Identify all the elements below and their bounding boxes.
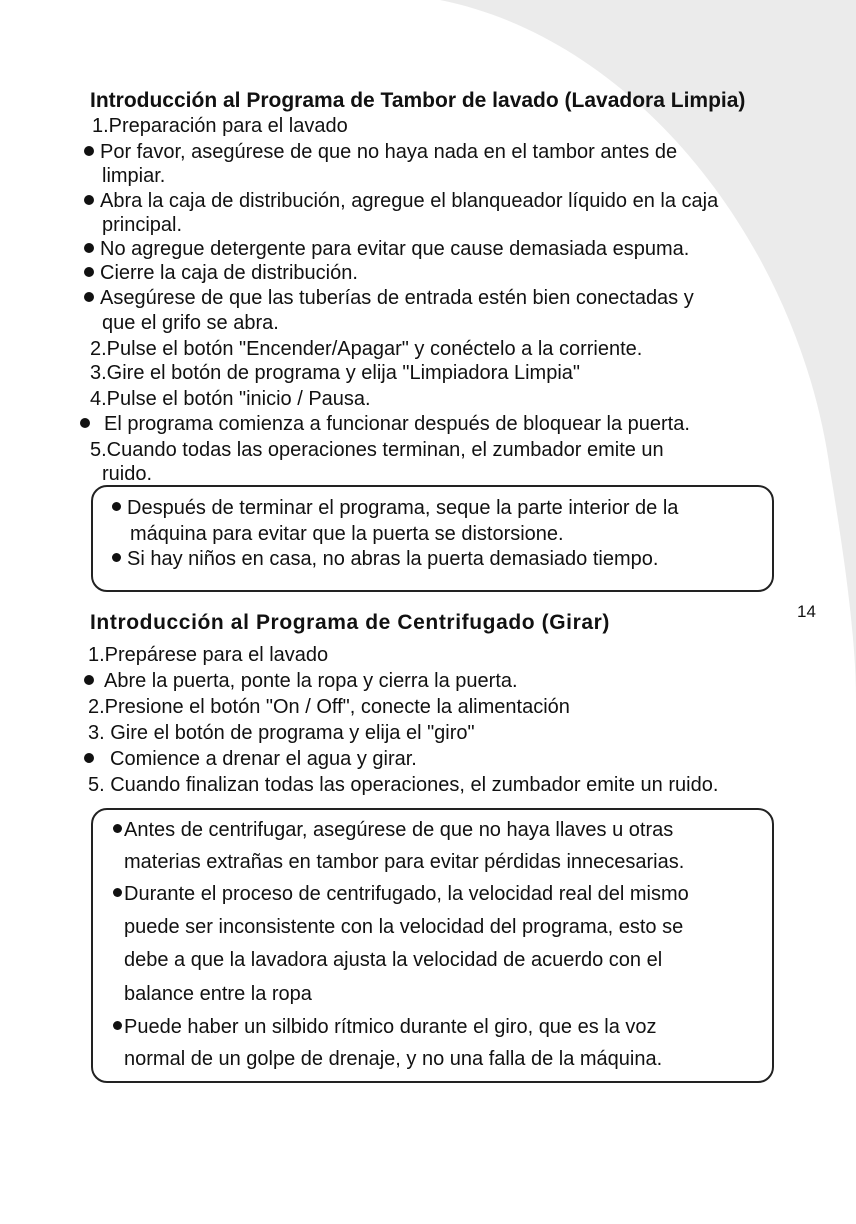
bullet-icon <box>84 195 94 205</box>
note2-item-2-cont3: balance entre la ropa <box>124 983 312 1005</box>
bullet-icon <box>84 267 94 277</box>
bullet-icon <box>113 1021 122 1030</box>
bullet-text: Abra la caja de distribución, agregue el blanqueador líquido en la caja <box>100 190 719 212</box>
note2-item-1-cont: materias extrañas en tambor para evitar pérdidas innecesarias. <box>124 851 685 873</box>
bullet-text: Comience a drenar el agua y girar. <box>110 748 417 770</box>
section1-step3: 3.Gire el botón de programa y elija "Limpiadora Limpia" <box>90 362 581 384</box>
note2-item-2-cont2: debe a que la lavadora ajusta la velocidad de acuerdo con el <box>124 949 663 971</box>
bullet-icon <box>84 675 94 685</box>
bullet-icon <box>84 146 94 156</box>
section1-step2: 2.Pulse el botón "Encender/Apagar" y conéctelo a la corriente. <box>90 338 643 360</box>
note-text: Durante el proceso de centrifugado, la velocidad real del mismo <box>124 883 689 905</box>
bullet-icon <box>80 418 90 428</box>
section2-step5: 5. Cuando finalizan todas las operaciones, el zumbador emite un ruido. <box>88 774 719 796</box>
bullet-icon <box>112 502 121 511</box>
bullet-text: Asegúrese de que las tuberías de entrada estén bien conectadas y <box>100 287 694 309</box>
note-text: Después de terminar el programa, seque la parte interior de la <box>127 497 679 519</box>
note1-item-2 <box>112 546 658 572</box>
section1-bullet-3 <box>84 236 689 262</box>
note-text: Puede haber un silbido rítmico durante el giro, que es la voz <box>124 1016 657 1038</box>
bullet-icon <box>113 824 122 833</box>
note2-item-2 <box>113 880 689 908</box>
note2-item-1 <box>113 816 673 844</box>
section1-bullet-2-cont: principal. <box>102 214 183 236</box>
bullet-icon <box>112 553 121 562</box>
section2-title: Introducción al Programa de Centrifugado (Girar) <box>90 611 611 634</box>
section1-bullet-4 <box>84 260 358 286</box>
bullet-text: Cierre la caja de distribución. <box>100 262 358 284</box>
note2-item-2-cont1: puede ser inconsistente con la velocidad del programa, esto se <box>124 916 684 938</box>
note-text: Si hay niños en casa, no abras la puerta demasiado tiempo. <box>127 548 659 570</box>
section1-bullet-5-cont: que el grifo se abra. <box>102 312 279 334</box>
section1-bullet-1-cont: limpiar. <box>102 165 166 187</box>
bullet-icon <box>84 243 94 253</box>
bullet-icon <box>84 292 94 302</box>
section2-bullet-1 <box>84 668 518 694</box>
note2-item-3-cont: normal de un golpe de drenaje, y no una falla de la máquina. <box>124 1048 663 1070</box>
bullet-text: Abre la puerta, ponte la ropa y cierra la puerta. <box>104 670 518 692</box>
bullet-icon <box>113 888 122 897</box>
section1-bullet-6 <box>80 411 690 437</box>
note-text: Antes de centrifugar, asegúrese de que no haya llaves u otras <box>124 819 674 841</box>
bullet-text: Por favor, asegúrese de que no haya nada en el tambor antes de <box>100 141 678 163</box>
section1-step5: 5.Cuando todas las operaciones terminan, el zumbador emite un <box>90 439 664 461</box>
note1-item-1-cont: máquina para evitar que la puerta se distorsione. <box>130 523 564 545</box>
section1-step5-cont: ruido. <box>102 463 153 485</box>
section1-bullet-5 <box>84 285 694 311</box>
note1-item-1 <box>112 495 678 521</box>
section1-bullet-2 <box>84 188 718 214</box>
section1-step1: 1.Preparación para el lavado <box>92 115 348 137</box>
bullet-text: No agregue detergente para evitar que cause demasiada espuma. <box>100 238 690 260</box>
note2-item-3 <box>113 1013 657 1041</box>
section1-title: Introducción al Programa de Tambor de lavado (Lavadora Limpia) <box>90 89 746 112</box>
bullet-text: El programa comienza a funcionar después de bloquear la puerta. <box>104 413 690 435</box>
section2-step3: 3. Gire el botón de programa y elija el "giro" <box>88 722 475 744</box>
section2-step2: 2.Presione el botón "On / Off", conecte la alimentación <box>88 696 570 718</box>
section1-step4: 4.Pulse el botón "inicio / Pausa. <box>90 388 371 410</box>
bullet-icon <box>84 753 94 763</box>
section2-step1: 1.Prepárese para el lavado <box>88 644 329 666</box>
section2-bullet-2 <box>84 746 417 772</box>
section1-bullet-1 <box>84 139 677 165</box>
page-number: 14 <box>797 602 816 621</box>
